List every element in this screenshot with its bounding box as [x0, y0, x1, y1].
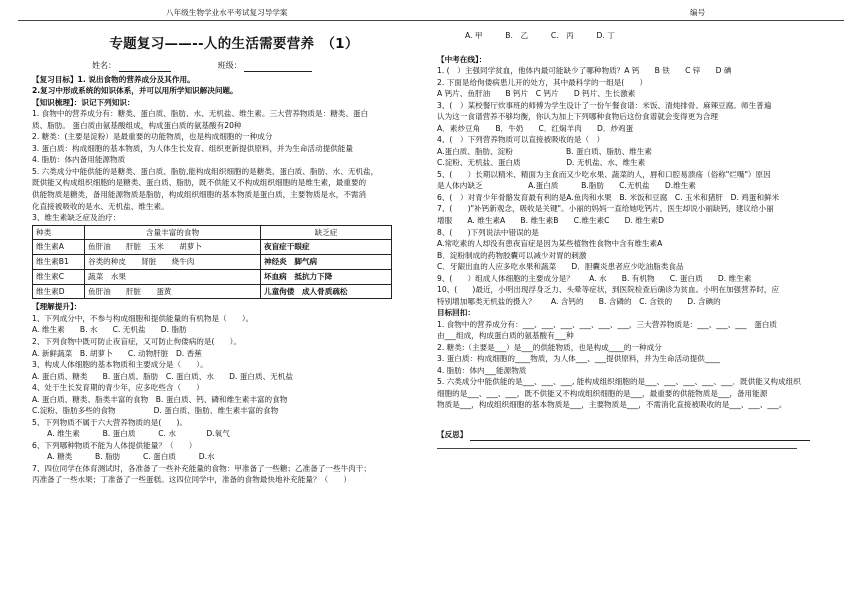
question-7-options: A. 甲 B. 乙 C. 丙 D. 丁: [465, 31, 615, 40]
knowledge-line: 5. 六类成分中能供能的是糖类、蛋白质、脂肪,能构成组织细胞的是糖类、蛋白质、脂肪、水、无机盐，: [32, 166, 379, 176]
class-label: 班级：: [217, 60, 242, 70]
knowledge-line: 4. 脂肪：体内备用能源物质: [32, 155, 126, 165]
question-line: 3、( ）某校餐厅炊事班的师傅为学生设计了一份午餐食谱：米饭、清炖排骨、麻辣豆腐。师生普遍: [437, 100, 772, 110]
name-class-line: [92, 60, 436, 72]
question-line: 5、下列物质不属于六大营养物质的是( )。: [32, 417, 188, 427]
question-line: 8、( )下列说法中错误的是: [437, 227, 539, 237]
question-options: B．淀粉制成的药物胶囊可以减少对胃的刺激: [437, 250, 587, 260]
knowledge-line: 3. 蛋白质：构成细胞的基本物质，为人体生长发育、组织更新提供原料，并为生命活动提供能量: [32, 143, 353, 153]
question-options: A. 新鲜蔬菜 B. 胡萝卜 C. 动物肝脏 D. 香蕉: [32, 348, 202, 358]
question-options: C.淀粉、脂肪多些的食物 D. 蛋白质、脂肪、维生素丰富的食物: [32, 406, 279, 416]
knowledge-heading: 【知识梳理】：识记下列知识：: [32, 97, 135, 107]
table-cell: 神经炎 脚气病: [261, 255, 392, 270]
question-line: 3、构成人体细胞的基本物质和主要成分是（ ）。: [32, 360, 208, 370]
reflection-field[interactable]: [470, 431, 810, 441]
table-cell: 鱼肝油 肝脏 蛋黄: [85, 284, 261, 299]
vitamin-heading: 3、维生素缺乏症及治疗：: [32, 213, 121, 223]
header-title: 八年级生物学业水平考试复习导学案: [166, 8, 288, 17]
table-row: [33, 255, 392, 270]
question-options: 特别增加哪类无机盐的摄入？ A. 含钙的 B. 含磷的 C. 含铁的 D. 含碘的: [437, 296, 721, 306]
knowledge-line: 2. 糖类：(主要是淀粉）是最重要的功能物质，也是构成细胞的一种成分: [32, 132, 273, 142]
table-row: [33, 284, 392, 299]
table-header: 种类: [33, 225, 85, 240]
question-line: 6、( ）对青少年骨骼发育最有利的是A.鱼肉和水果 B. 米饭和豆腐 C. 玉米和猪肝 D. 鸡蛋和鲜米: [437, 192, 780, 202]
name-field[interactable]: [119, 62, 171, 72]
question-line: 1、下列成分中，不参与构成细胞和提供能量的有机物是（ ）。: [32, 313, 254, 323]
target-review-heading: 目标回扣：: [437, 308, 475, 318]
question-line: 1. ( ）主强同学贫血，他体内最可能缺少了哪种物质？A 钙 B 铁 C 锌 D 碘: [437, 66, 732, 76]
knowledge-line: 质、脂肪。 蛋白质由氨基酸组成，构成蛋白质的氨基酸有20种: [32, 120, 242, 130]
reflection-label-text: 【反思】: [437, 430, 468, 439]
table-header-row: [33, 225, 392, 240]
class-field[interactable]: [244, 62, 312, 72]
question-line: 6、下列哪种物质不能为人体提供能量？（ ）: [32, 440, 197, 450]
knowledge-line: 1. 食物中的营养成分有：糖类、蛋白质、脂肪、水、无机盐、维生素。三大营养物质是：糖类、蛋白: [32, 109, 369, 119]
table-cell: 坏血病 抵抗力下降: [261, 269, 392, 284]
question-options: 是人体内缺乏 A.蛋白质 B.脂肪 C.无机盐 D.维生素: [437, 181, 696, 191]
question-line: 10、( )最近，小明出现浮身乏力、头晕等症状，到医院检查后确诊为贫血。小明在加强营养时，应: [437, 285, 780, 295]
header-number-label: 编号: [690, 8, 706, 17]
left-column: [32, 26, 436, 486]
exam-online-heading: 【中考在线】：: [437, 54, 487, 64]
fill-blank-line: 细胞的是___、___、___，既不供能又不构成组织细胞的是___，最重要的供能物质是___，备用能源: [437, 388, 768, 398]
question-options: C．牙龈出血的人应多吃水果和蔬菜 D．胆囊炎患者应少吃油脂类食品: [437, 262, 684, 272]
table-cell: 鱼肝油 肝脏 玉米 胡萝卜: [85, 240, 261, 255]
fill-blank-line: 由___组成，构成蛋白质的氨基酸有___种: [437, 331, 574, 341]
question-line: 2、下列食物中既可防止夜盲症，又可防止佝偻病的是( ）。: [32, 337, 242, 346]
question-options: A.常吃素的人却没有患夜盲症是因为某些植物性食物中含有维生素A: [437, 239, 663, 249]
question-options: A．素炒豆角 B．牛奶 C．红焖羊肉 D．炒鸡蛋: [437, 123, 634, 133]
reflection-section: [437, 429, 829, 449]
question-options: C.淀粉、无机盐、蛋白质 D. 无机盐、水、维生素: [437, 158, 646, 168]
review-goal-2: 2.复习中形成系统的知识体系，并可以用所学知识解决问题。: [32, 86, 238, 96]
practice-heading: 【理解提升】：: [32, 302, 82, 312]
table-cell: 谷类的种皮 肾脏 烧牛肉: [85, 255, 261, 270]
table-row: [33, 240, 392, 255]
page-title: 专题复习——--人的生活需要营养 （1）: [109, 36, 359, 52]
table-header: 含量丰富的食物: [85, 225, 261, 240]
question-line: 丙准备了一些水果；丁准备了一些蛋糕。这四位同学中，准备的食物最快地补充能量？（ ）: [32, 475, 351, 485]
vitamin-table: [32, 225, 392, 300]
question-line: 4、( ）下列营养物质可以直接被吸收的是（ ）: [437, 135, 605, 145]
question-options: A. 维生素 B. 水 C. 无机盐 D. 脂肪: [32, 325, 187, 335]
table-cell: 维生素C: [33, 269, 85, 284]
table-cell: 夜盲症干眼症: [261, 240, 392, 255]
table-cell: 儿童佝偻 成人骨质疏松: [261, 284, 392, 299]
question-line: 9、( ）组成人体细胞的主要成分是？ A. 水 B. 有机物 C. 蛋白质 D. 维生素: [437, 273, 752, 283]
fill-blank-line: 5. 六类成分中能供能的是___、___、___, 能构成组织细胞的是___、___、___、___、___．既供能又构成组织: [437, 377, 801, 387]
question-line: 5、( ）长期以精米、精面为主食而又少吃水果、蔬菜的人，唇和口腔易溃疡（俗称"烂嘴"）原因: [437, 169, 771, 179]
question-line: 2. 下面是给佝偻病患儿开的处方，其中最科学的一组是( ）: [437, 77, 648, 87]
fill-blank-line: 1. 食物中的营养成分有：___、___、___、___、___、___，三大营养物质是：___、___、___ 蛋白质: [437, 319, 777, 329]
question-options: 增服 A. 维生素A B. 维生素B C.维生素C D. 维生素D: [437, 215, 664, 225]
question-line: 4、处于生长发育期的青少年，应多吃些含（ ）: [32, 383, 204, 393]
knowledge-line: 化直接被吸收的是水、无机盐、维生素。: [32, 201, 169, 211]
table-cell: 维生素A: [33, 240, 85, 255]
table-row: [33, 269, 392, 284]
fill-blank-line: 4. 脂肪：体内___能源物质: [437, 365, 527, 375]
reflection-line[interactable]: [437, 441, 797, 449]
question-options: A 钙片、鱼肝油 B 钙片 C 钙片 D 钙片、生长激素: [437, 89, 636, 99]
question-options: A. 蛋白质、糖类、脂类丰富的食物 B. 蛋白质、钙、磷和维生素丰富的食物: [32, 394, 288, 404]
table-header: 缺乏症: [261, 225, 392, 240]
reflection-label: [437, 429, 829, 441]
knowledge-line: 供能物质是糖类，备用能源物质是脂肪，构成组织细胞的基本物质是蛋白质，主要物质是水，不需消: [32, 189, 367, 199]
question-options: A. 蛋白质、糖类 B. 蛋白质、脂肪 C. 蛋白质、水 D. 蛋白质、无机盐: [32, 371, 293, 381]
page-header: [18, 4, 844, 21]
table-cell: 维生素B1: [33, 255, 85, 270]
table-cell: 维生素D: [33, 284, 85, 299]
review-goal-1: 【复习目标】1. 说出食物的营养成分及其作用。: [32, 74, 195, 84]
question-line: 认为这一食谱营养不够均衡，你认为加上下列哪种食物后这份食谱就会变得更为合理: [437, 112, 718, 122]
name-label: 姓名：: [92, 60, 116, 70]
knowledge-line: 既供能又构成组织细胞的是糖类、蛋白质、脂肪，既不供能又不构成组织细胞的是维生素，最重要的: [32, 178, 367, 188]
fill-blank-line: 2. 糖类:（主要是___）是___的供能物质，也是构成____的一种成分: [437, 342, 662, 352]
fill-blank-line: 3. 蛋白质：构成细胞的____物质，为人体___、___提供原料，并为生命活动提供____: [437, 354, 721, 364]
question-line: 7、( )"补钙新观念，吸收是关键"。小丽的妈妈一直给她吃钙片，医生却说小丽缺钙，建议给小丽: [437, 204, 774, 214]
question-options: A. 糖类 B. 脂肪 C. 蛋白质 D.水: [32, 452, 215, 462]
question-options: A. 维生素 B. 蛋白质 C. 水 D.氧气: [32, 429, 230, 439]
question-line: 7、四位同学在体育测试时，各准备了一些补充能量的食物：甲准备了一些糖；乙准备了一些牛肉干；: [32, 463, 371, 473]
fill-blank-line: 物质是___，构成组织细胞的基本物质是___，主要物质是___，不需消化直接被吸收的是___、___、___。: [437, 400, 787, 410]
question-options: A.蛋白质、脂肪、淀粉 B. 蛋白质、脂肪、维生素: [437, 146, 652, 156]
right-column: [437, 30, 829, 449]
table-cell: 蔬菜 水果: [85, 269, 261, 284]
